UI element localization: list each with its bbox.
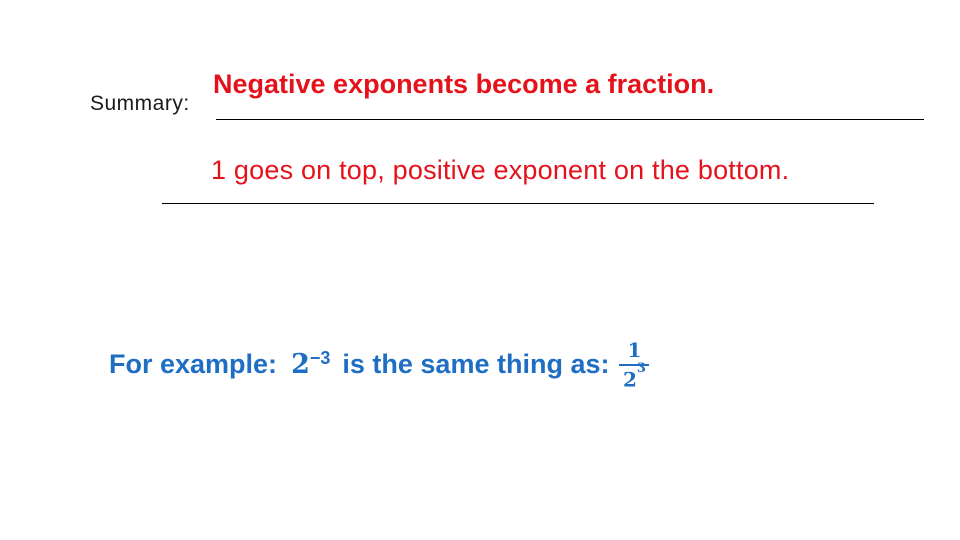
answer-line-1 <box>216 119 924 120</box>
fraction-numerator: 1 <box>627 338 642 362</box>
example-base: 2 <box>291 349 310 381</box>
example-intro: For example: <box>109 349 278 380</box>
denominator-base: 2 <box>622 367 637 392</box>
answer-text-1: Negative exponents become a fraction. <box>213 69 715 99</box>
denominator-exponent: 3 <box>636 361 646 376</box>
answer-text-2: 1 goes on top, positive exponent on the bottom. <box>211 155 790 185</box>
example-exponent: −3 <box>309 348 331 369</box>
example-fraction <box>619 340 649 390</box>
fraction-denominator <box>622 361 646 392</box>
answer-line-2 <box>162 203 874 204</box>
example-middle: is the same thing as: <box>342 349 610 380</box>
example-statement <box>109 340 649 390</box>
summary-label: Summary: <box>90 92 190 115</box>
